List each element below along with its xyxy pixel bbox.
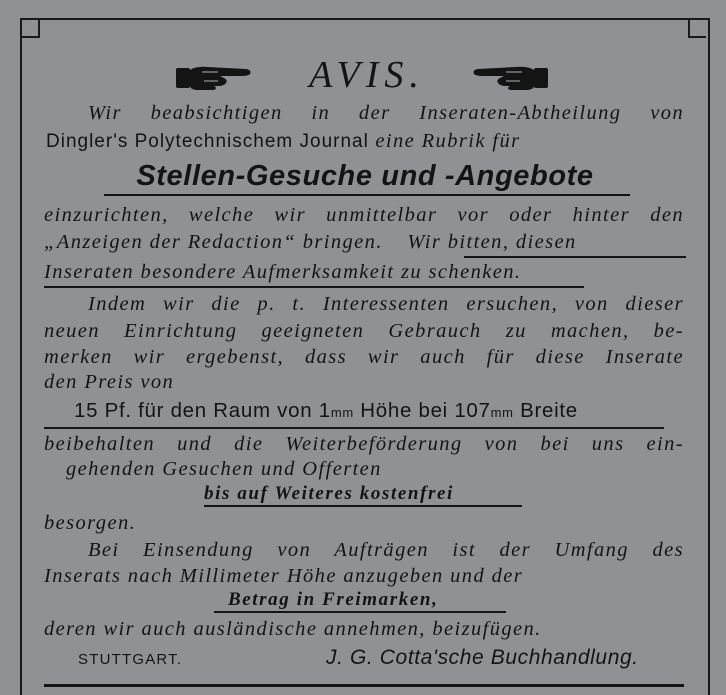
intro-line-2-tail: eine Rubrik für: [375, 130, 521, 152]
para1-line-3: Inseraten besondere Aufmerksamkeit zu schenken.: [44, 261, 522, 283]
para3-line-1: beibehalten und die Weiterbeförderung von bei uns ein-: [44, 433, 684, 455]
heading-underline: [104, 194, 630, 196]
price-underline: [44, 427, 664, 429]
stamps-underline: [214, 611, 506, 613]
price-text-3: Breite: [513, 399, 578, 422]
para2-line-4: den Preis von: [44, 371, 175, 393]
title-row: [170, 52, 560, 98]
frame-corner-ornament: [22, 20, 40, 38]
para2-line-1: Indem wir die p. t. Interessenten ersuchen, von dieser: [88, 293, 684, 315]
stamps-note: Betrag in Freimarken,: [228, 589, 439, 610]
price-text-1: 15 Pf. für den Raum von 1: [74, 399, 331, 422]
para1-line-2-a: „Anzeigen der Redaction“ bringen.: [44, 231, 383, 253]
footer-publisher: J. G. Cotta'sche Buchhandlung.: [326, 646, 639, 669]
price-line: [74, 398, 664, 426]
para1-line-2: [44, 230, 684, 254]
bottom-rule: [44, 684, 684, 687]
page-title: AVIS.: [309, 54, 425, 96]
underline-attention: [44, 286, 584, 288]
underline-request: [464, 256, 686, 258]
intro-line-2: [46, 129, 686, 154]
para3-line-3: besorgen.: [44, 512, 137, 534]
free-of-charge-note: bis auf Weiteres kostenfrei: [204, 483, 454, 504]
para4-line-3: deren wir auch ausländische annehmen, beizufügen.: [44, 618, 542, 640]
pointing-hand-right-icon: [174, 62, 254, 92]
pointing-hand-left-icon: [470, 62, 550, 92]
price-unit-2: mm: [490, 405, 514, 420]
free-underline: [204, 505, 522, 507]
para3-line-2: gehenden Gesuchen und Offerten: [66, 458, 382, 480]
section-heading: Stellen-Gesuche und -Angebote: [136, 160, 594, 192]
para1-line-1: einzurichten, welche wir unmittelbar vor oder hinter den: [44, 204, 684, 226]
price-text-2: Höhe bei 107: [353, 399, 491, 422]
para1-line-2-b: Wir bitten, diesen: [407, 231, 577, 253]
footer-place: STUTTGART.: [78, 651, 183, 668]
para2-line-3: merken wir ergebenst, dass wir auch für diese Inserate: [44, 346, 684, 368]
price-unit-1: mm: [330, 405, 354, 420]
para4-line-1: Bei Einsendung von Aufträgen ist der Umfang des: [88, 539, 684, 561]
journal-name: Dingler's Polytechnischem Journal: [46, 131, 369, 152]
para2-line-2: neuen Einrichtung geeigneten Gebrauch zu machen, be-: [44, 320, 684, 342]
frame-corner-ornament: [688, 20, 706, 38]
intro-line-1: Wir beabsichtigen in der Inseraten-Abtheilung von: [88, 102, 684, 124]
para4-line-2: Inserats nach Millimeter Höhe anzugeben und der: [44, 565, 524, 587]
